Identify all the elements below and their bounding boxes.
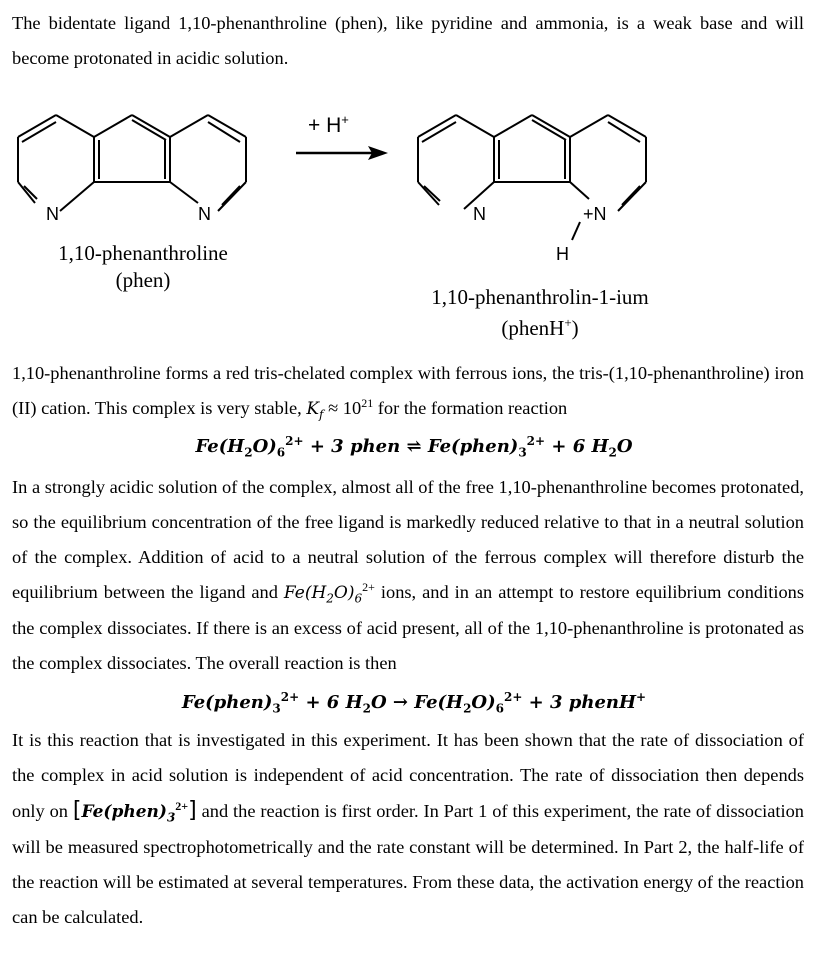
reaction-figure (0, 82, 828, 352)
phen-structures (0, 82, 828, 242)
right-caption (400, 284, 680, 342)
phen-structure (18, 115, 246, 211)
left-name: 1,10-phenanthroline (58, 241, 228, 265)
acidic-paragraph: In a strongly acidic solution of the complex, almost all of the free 1,10-phenanthroline becomes protonated, so the equilibrium concentration of the free ligand is markedly reduced relative to that in a neutral solution of the complex. Addition of acid to a neutral solution of the ferrous complex will therefore disturb the equilibrium between the ligand and $Fe(H_2O)_6^{2+}$ ions, and in an attempt to restore equilibrium conditions the complex dissociates. If there is an excess of acid present, all of the 1,10-phenanthroline is protonated as the complex dissociates. The overall reaction is then (12, 477, 804, 673)
arrow-label: + H+ (308, 112, 349, 137)
atom-n-left-2: N (473, 204, 486, 224)
dissociation-equation: $Fe(phen)_3^{2+} + 6$ $H_2O \to Fe(H_2O)_6^{2+} + 3$ phenH+ (181, 690, 647, 716)
formation-equation: $Fe(H_2O)_6^{2+} + 3$ phen ⇌ $Fe(phen)_3^{2+} + 6$ $H_2O$ (195, 434, 633, 460)
atom-n-plus: +N (583, 204, 607, 224)
experiment-paragraph: It is this reaction that is investigated in this experiment. It has been shown that the rate of dissociation of the complex in acid solution is independent of acid concentration. The rate of dissociation then depends only on $[Fe(phen)_3^{2+}]$ and the reaction is first order. In Part 1 of this experiment, the rate of dissociation will be measured spectrophotometrically and the rate constant will be determined. In Part 2, the half-life of the reaction will be estimated at several temperatures. From these data, the activation energy of the reaction can be calculated. (12, 730, 804, 927)
left-abbrev: (phen) (115, 268, 171, 292)
atom-n-right: N (198, 204, 211, 224)
phenh-structure (418, 115, 646, 240)
atom-h: H (556, 244, 569, 264)
h-label-svg (552, 240, 592, 268)
right-abbrev: (phenH+) (501, 315, 579, 340)
intro-paragraph: The bidentate ligand 1,10-phenanthroline (phen), like pyridine and ammonia, is a weak base and will become protonated in acidic solution. (12, 13, 804, 68)
right-name: 1,10-phenanthrolin-1-ium (431, 285, 649, 309)
atom-n-left: N (46, 204, 59, 224)
left-caption (20, 240, 266, 294)
complex-paragraph: 1,10-phenanthroline forms a red tris-chelated complex with ferrous ions, the tris-(1,10-phenanthroline) iron (II) cation. This complex is very stable, $K_f \approx 10^{21}$ for the formation reaction (12, 363, 804, 422)
